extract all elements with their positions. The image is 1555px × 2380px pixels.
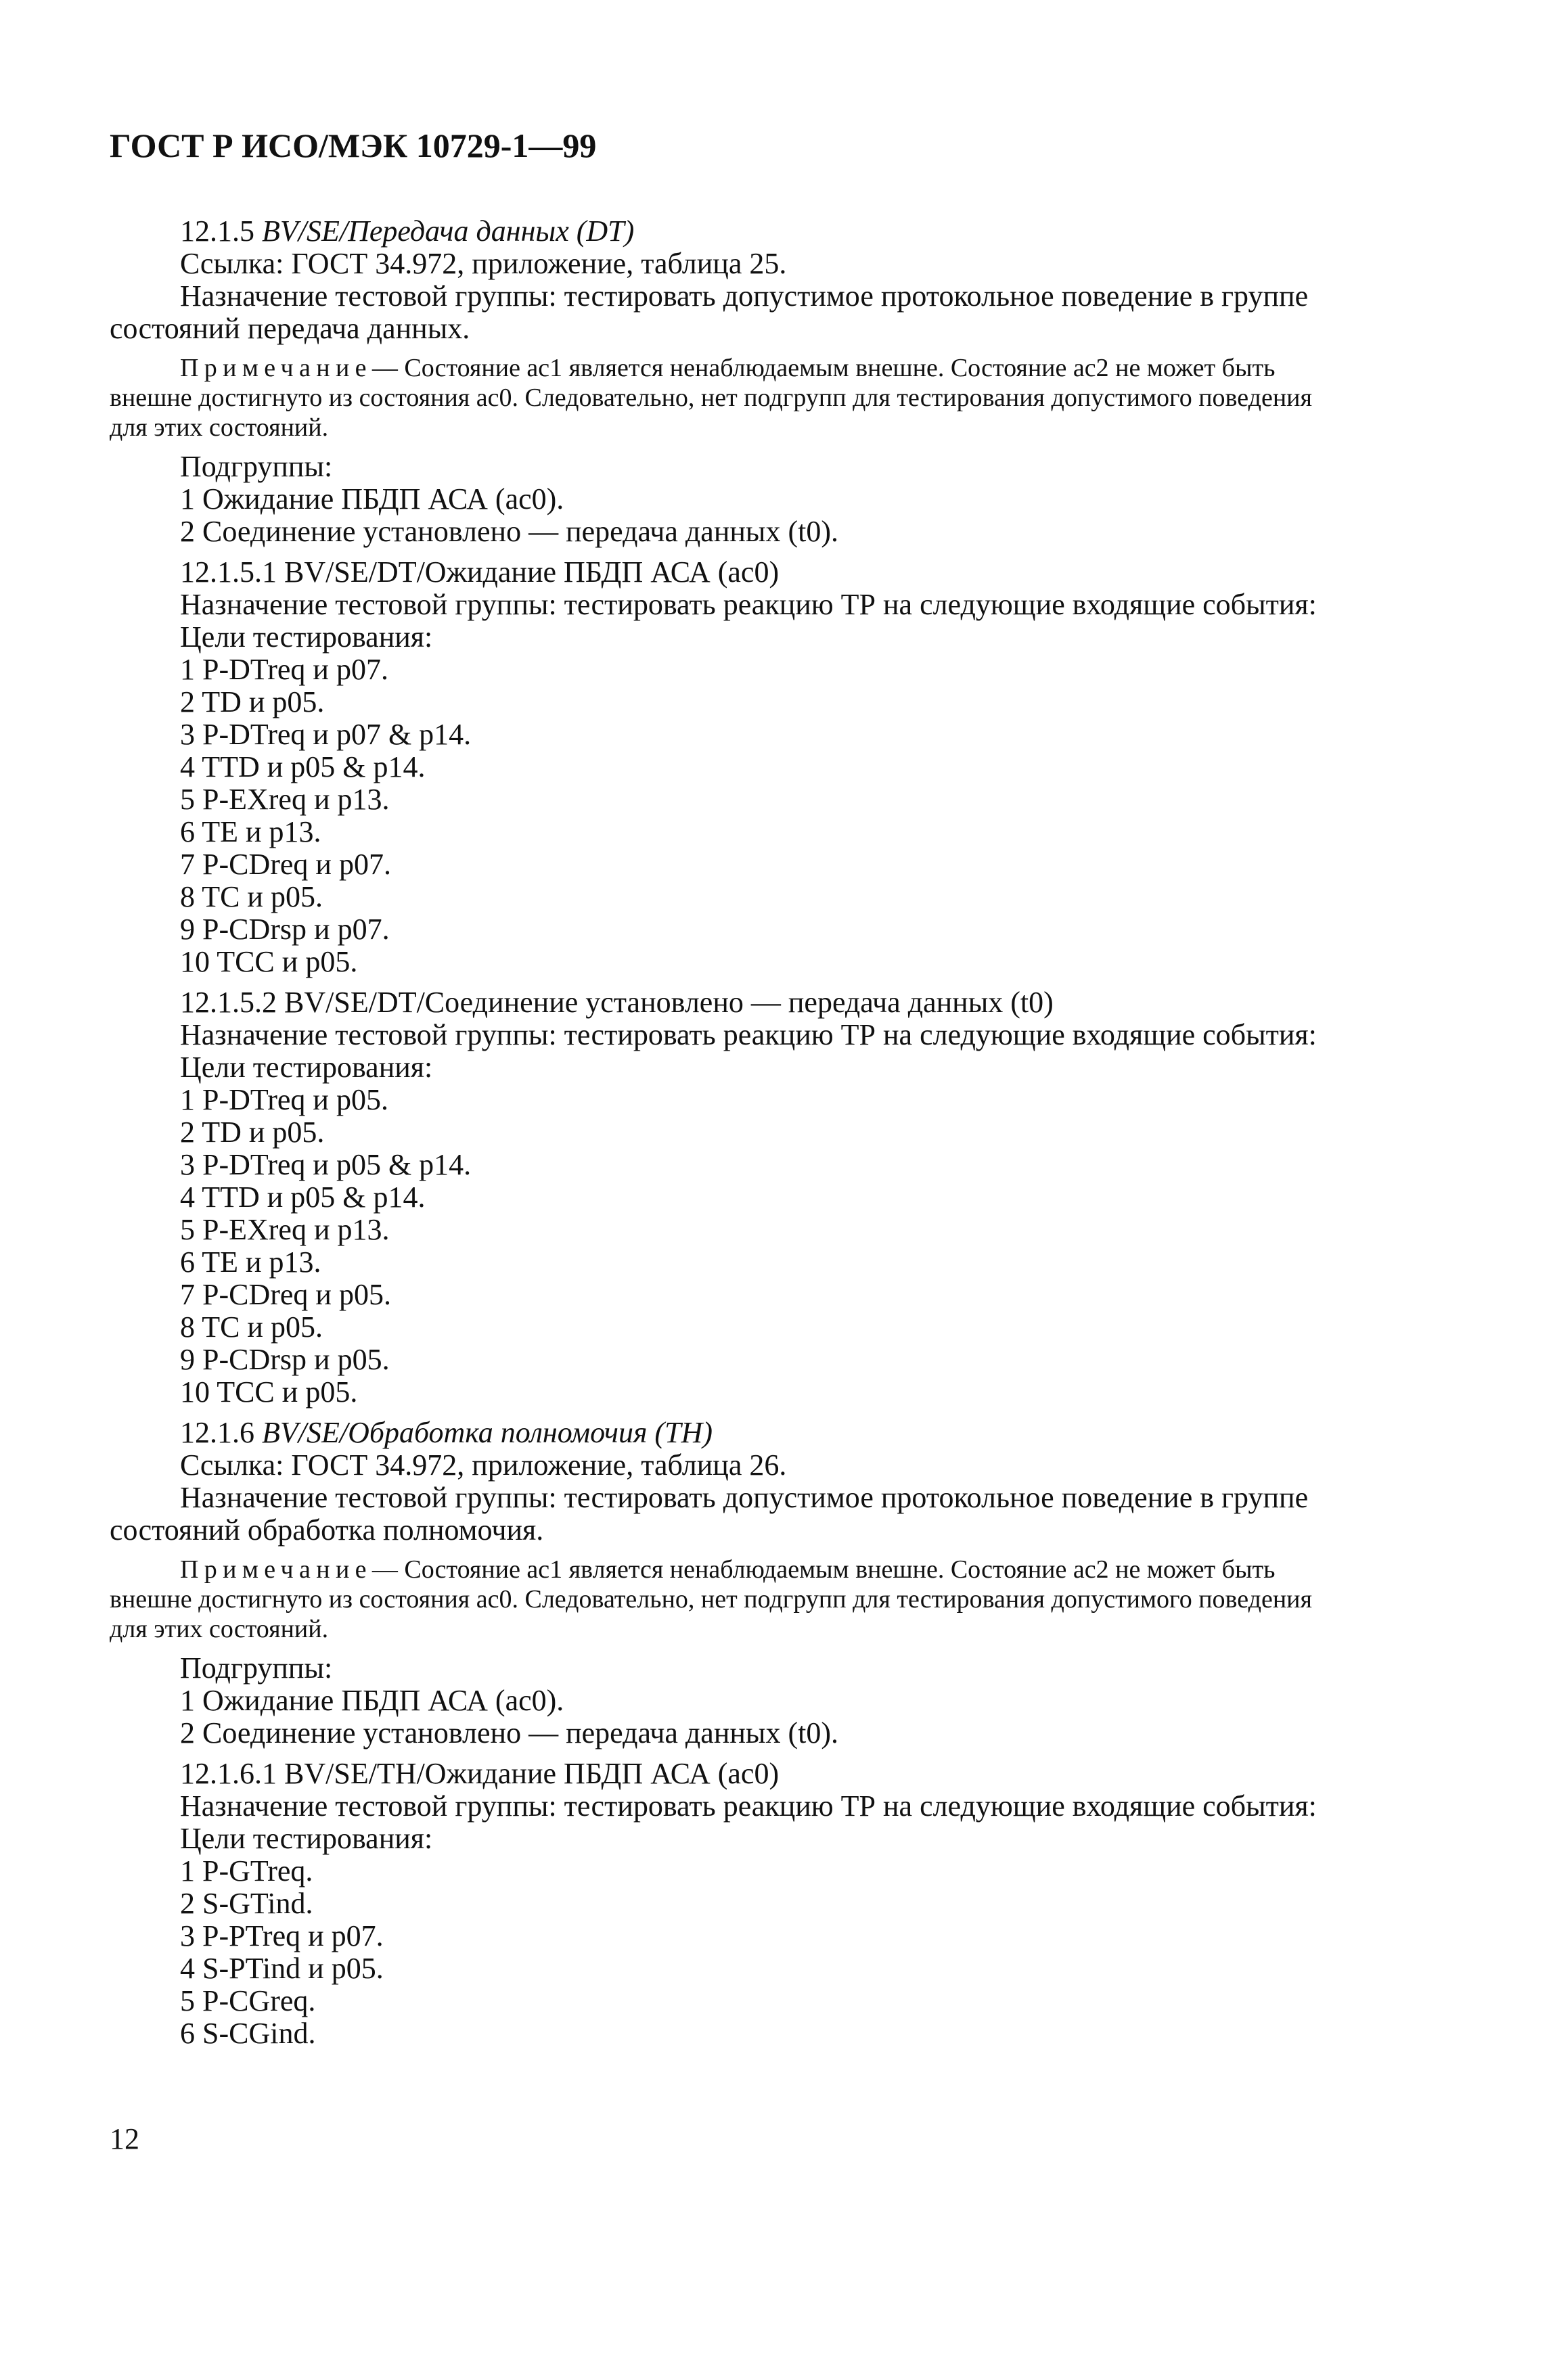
document-header: ГОСТ Р ИСО/МЭК 10729-1—99 bbox=[110, 127, 597, 164]
note-line: Примечание— Состояние ac1 является ненаблюдаемым внешне. Состояние ac2 не может быть bbox=[180, 1555, 1276, 1584]
list-item: 1 P-DTreq и p05. bbox=[180, 1084, 388, 1116]
subsection-heading: 12.1.6.1 BV/SE/TH/Ожидание ПБДП АСА (ac0) bbox=[180, 1758, 780, 1790]
note-line: для этих состояний. bbox=[110, 1615, 329, 1643]
purpose-line: Назначение тестовой группы: тестировать допустимое протокольное поведение в группе bbox=[180, 280, 1309, 313]
list-item: 8 TC и p05. bbox=[180, 881, 323, 913]
list-item: 6 TE и p13. bbox=[180, 1246, 321, 1279]
note-line: Примечание— Состояние ac1 является ненаблюдаемым внешне. Состояние ac2 не может быть bbox=[180, 354, 1276, 382]
list-item: 3 P-DTreq и p07 & p14. bbox=[180, 718, 472, 751]
page-number: 12 bbox=[110, 2122, 139, 2155]
list-item: 7 P-CDreq и p05. bbox=[180, 1279, 391, 1311]
list-item: 1 P-DTreq и p07. bbox=[180, 654, 388, 686]
list-item: 4 S-PTind и p05. bbox=[180, 1952, 384, 1985]
subgroups-label: Подгруппы: bbox=[180, 451, 333, 483]
goals-label: Цели тестирования: bbox=[180, 1823, 433, 1855]
list-item: 2 Соединение установлено — передача данных (t0). bbox=[180, 1717, 839, 1749]
list-item: 2 TD и p05. bbox=[180, 1116, 325, 1149]
page-content bbox=[110, 215, 1477, 2050]
note-line: внешне достигнуто из состояния ac0. Следовательно, нет подгрупп для тестирования допустимого поведения bbox=[110, 1585, 1312, 1614]
list-item: 7 P-CDreq и p07. bbox=[180, 848, 391, 881]
list-item: 2 TD и p05. bbox=[180, 686, 325, 718]
purpose-line: Назначение тестовой группы: тестировать допустимое протокольное поведение в группе bbox=[180, 1482, 1309, 1514]
list-item: 6 TE и p13. bbox=[180, 816, 321, 848]
subsection-heading: 12.1.5.1 BV/SE/DT/Ожидание ПБДП АСА (ac0) bbox=[180, 556, 780, 589]
list-item: 5 P-EXreq и p13. bbox=[180, 1214, 390, 1246]
list-item: 5 P-CGreq. bbox=[180, 1985, 316, 2017]
list-item: 1 Ожидание ПБДП АСА (ac0). bbox=[180, 1685, 564, 1717]
note-label: Примечание bbox=[180, 1555, 372, 1584]
list-item: 10 TCC и p05. bbox=[180, 1376, 358, 1409]
purpose-line: Назначение тестовой группы: тестировать реакцию ТР на следующие входящие события: bbox=[180, 1790, 1317, 1823]
purpose-line: Назначение тестовой группы: тестировать реакцию ТР на следующие входящие события: bbox=[180, 1019, 1317, 1051]
reference-line: Ссылка: ГОСТ 34.972, приложение, таблица 25. bbox=[180, 248, 787, 280]
list-item: 4 TTD и p05 & p14. bbox=[180, 1181, 426, 1214]
section-heading: 12.1.5 BV/SE/Передача данных (DT) bbox=[180, 215, 635, 248]
purpose-line: состояний обработка полномочия. bbox=[110, 1514, 544, 1547]
goals-label: Цели тестирования: bbox=[180, 621, 433, 654]
list-item: 3 P-DTreq и p05 & p14. bbox=[180, 1149, 472, 1181]
list-item: 2 S-GTind. bbox=[180, 1887, 313, 1920]
list-item: 2 Соединение установлено — передача данных (t0). bbox=[180, 516, 839, 548]
reference-line: Ссылка: ГОСТ 34.972, приложение, таблица 26. bbox=[180, 1449, 787, 1482]
list-item: 1 P-GTreq. bbox=[180, 1855, 313, 1887]
section-heading: 12.1.6 BV/SE/Обработка полномочия (TH) bbox=[180, 1417, 713, 1449]
list-item: 9 P-CDrsp и p05. bbox=[180, 1344, 390, 1376]
subsection-heading: 12.1.5.2 BV/SE/DT/Соединение установлено — передача данных (t0) bbox=[180, 986, 1054, 1019]
list-item: 10 TCC и p05. bbox=[180, 946, 358, 978]
list-item: 3 P-PTreq и p07. bbox=[180, 1920, 384, 1952]
list-item: 8 TC и p05. bbox=[180, 1311, 323, 1344]
goals-label: Цели тестирования: bbox=[180, 1051, 433, 1084]
list-item: 9 P-CDrsp и p07. bbox=[180, 913, 390, 946]
note-line: внешне достигнуто из состояния ac0. Следовательно, нет подгрупп для тестирования допустимого поведения bbox=[110, 384, 1312, 412]
list-item: 6 S-CGind. bbox=[180, 2017, 316, 2050]
subgroups-label: Подгруппы: bbox=[180, 1652, 333, 1685]
note-label: Примечание bbox=[180, 354, 372, 382]
purpose-line: состояний передача данных. bbox=[110, 313, 470, 345]
note-line: для этих состояний. bbox=[110, 413, 329, 442]
list-item: 5 P-EXreq и p13. bbox=[180, 783, 390, 816]
list-item: 4 TTD и p05 & p14. bbox=[180, 751, 426, 783]
purpose-line: Назначение тестовой группы: тестировать реакцию ТР на следующие входящие события: bbox=[180, 589, 1317, 621]
list-item: 1 Ожидание ПБДП АСА (ac0). bbox=[180, 483, 564, 516]
